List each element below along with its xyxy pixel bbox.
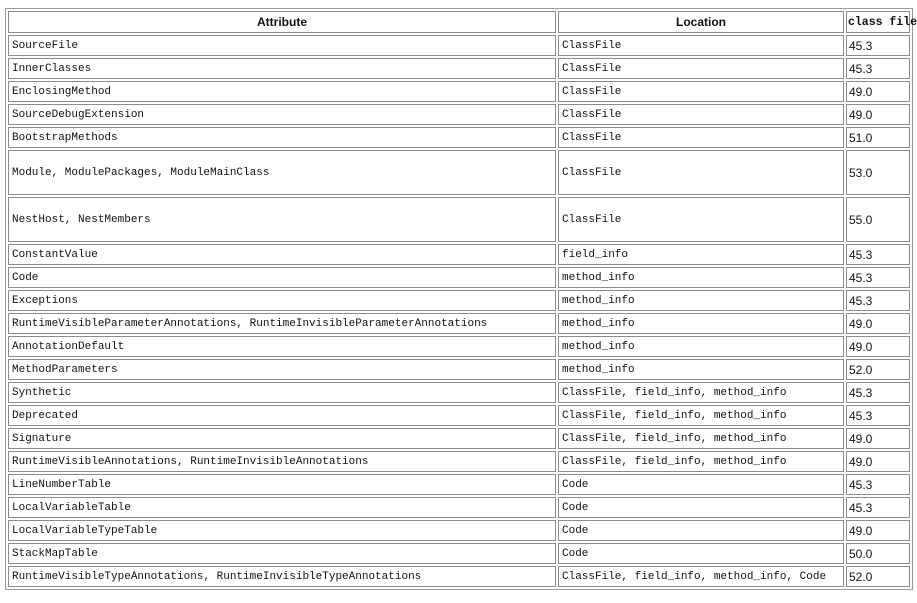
attribute-cell: MethodParameters [8,359,556,380]
attribute-cell: ConstantValue [8,244,556,265]
location-cell: Code [558,474,844,495]
table-row [8,359,910,380]
table-row [8,428,910,449]
location-cell: Code [558,497,844,518]
table-row [8,543,910,564]
location-cell: ClassFile, field_info, method_info [558,451,844,472]
table-row [8,244,910,265]
table-row [8,336,910,357]
location-cell: Code [558,520,844,541]
version-cell: 45.3 [846,267,910,288]
attribute-cell: Module, ModulePackages, ModuleMainClass [8,150,556,195]
attribute-cell: RuntimeVisibleParameterAnnotations, RuntimeInvisibleParameterAnnotations [8,313,556,334]
version-cell: 45.3 [846,35,910,56]
attribute-cell: InnerClasses [8,58,556,79]
table-row [8,382,910,403]
attribute-cell: RuntimeVisibleTypeAnnotations, RuntimeInvisibleTypeAnnotations [8,566,556,587]
table-row [8,520,910,541]
location-cell: ClassFile [558,197,844,242]
attribute-cell: StackMapTable [8,543,556,564]
version-cell: 45.3 [846,405,910,426]
attribute-cell: Signature [8,428,556,449]
version-cell: 45.3 [846,290,910,311]
table-row [8,35,910,56]
header-location: Location [558,11,844,33]
header-attribute: Attribute [8,11,556,33]
table-row [8,81,910,102]
version-cell: 52.0 [846,566,910,587]
version-cell: 45.3 [846,58,910,79]
table-row [8,497,910,518]
table-header [8,11,917,33]
table-row [8,451,910,472]
attribute-cell: AnnotationDefault [8,336,556,357]
version-cell: 45.3 [846,497,910,518]
version-cell: 49.0 [846,313,910,334]
location-cell: ClassFile [558,58,844,79]
location-cell: method_info [558,336,844,357]
location-cell: field_info [558,244,844,265]
version-cell: 50.0 [846,543,910,564]
attribute-cell: LocalVariableTable [8,497,556,518]
location-cell: ClassFile [558,127,844,148]
attribute-cell: SourceDebugExtension [8,104,556,125]
version-cell: 45.3 [846,382,910,403]
attribute-cell: Synthetic [8,382,556,403]
attribute-cell: Code [8,267,556,288]
header-row [8,11,910,33]
version-cell: 49.0 [846,520,910,541]
version-cell: 49.0 [846,104,910,125]
version-cell: 49.0 [846,336,910,357]
table-row [8,150,910,195]
location-cell: ClassFile, field_info, method_info [558,428,844,449]
attribute-cell: NestHost, NestMembers [8,197,556,242]
attributes-table [5,8,917,590]
attribute-cell: LineNumberTable [8,474,556,495]
location-cell: ClassFile, field_info, method_info [558,405,844,426]
location-cell: ClassFile [558,104,844,125]
table-row [8,267,910,288]
header-class-file: class file [846,11,910,33]
version-cell: 49.0 [846,451,910,472]
version-cell: 49.0 [846,81,910,102]
version-cell: 52.0 [846,359,910,380]
table-row [8,405,910,426]
location-cell: method_info [558,359,844,380]
table-row [8,290,910,311]
location-cell: method_info [558,313,844,334]
attribute-cell: LocalVariableTypeTable [8,520,556,541]
table-row [8,313,910,334]
table-row [8,58,910,79]
location-cell: Code [558,543,844,564]
table-row [8,127,910,148]
attribute-cell: Exceptions [8,290,556,311]
location-cell: method_info [558,267,844,288]
table-body [8,35,910,587]
location-cell: ClassFile [558,150,844,195]
location-cell: ClassFile [558,81,844,102]
attribute-cell: Deprecated [8,405,556,426]
version-cell: 53.0 [846,150,910,195]
version-cell: 45.3 [846,474,910,495]
table-row [8,566,910,587]
location-cell: ClassFile [558,35,844,56]
version-cell: 45.3 [846,244,910,265]
attribute-cell: BootstrapMethods [8,127,556,148]
attribute-cell: RuntimeVisibleAnnotations, RuntimeInvisibleAnnotations [8,451,556,472]
location-cell: method_info [558,290,844,311]
location-cell: ClassFile, field_info, method_info, Code [558,566,844,587]
version-cell: 49.0 [846,428,910,449]
table-row [8,197,910,242]
attribute-cell: SourceFile [8,35,556,56]
table-row [8,104,910,125]
version-cell: 55.0 [846,197,910,242]
attribute-cell: EnclosingMethod [8,81,556,102]
version-cell: 51.0 [846,127,910,148]
table-row [8,474,910,495]
location-cell: ClassFile, field_info, method_info [558,382,844,403]
